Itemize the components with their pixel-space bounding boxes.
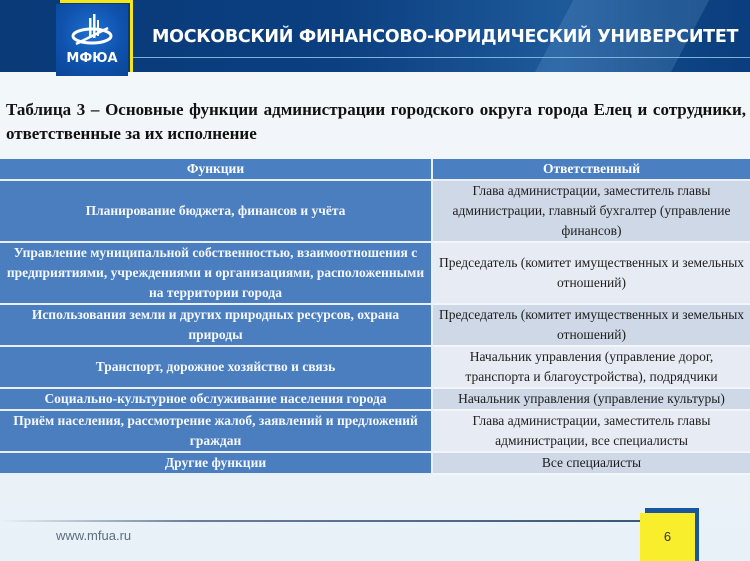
table-row — [0, 453, 750, 475]
page-number: 6 — [663, 529, 672, 544]
page-number-box — [640, 513, 695, 561]
responsible-cell: Глава администрации, заместитель главы администрации, все специалисты — [433, 411, 750, 453]
responsible-cell: Председатель (комитет имущественных и земельных отношений) — [433, 243, 750, 305]
function-cell: Транспорт, дорожное хозяйство и связь — [0, 347, 433, 389]
table-row — [0, 389, 750, 411]
function-cell: Приём населения, рассмотрение жалоб, заявлений и предложений граждан — [0, 411, 433, 453]
column-header-responsible: Ответственный — [433, 159, 750, 181]
footer-divider — [0, 520, 640, 522]
table-header-row — [0, 159, 750, 181]
function-cell: Другие функции — [0, 453, 433, 475]
function-cell: Управление муниципальной собственностью, взаимоотношения с предприятиями, учреждениями и организациями, расположенными на территории города — [0, 243, 433, 305]
footer-url[interactable]: www.mfua.ru — [56, 528, 132, 543]
header-divider — [133, 57, 750, 58]
logo-text: МФЮА — [66, 51, 118, 66]
responsible-cell: Глава администрации, заместитель главы администрации, главный бухгалтер (управление финансов) — [433, 181, 750, 243]
table-caption: Таблица 3 – Основные функции администрации городского округа города Елец и сотрудники, ответственные за их исполнение — [6, 100, 746, 143]
university-logo — [56, 4, 128, 76]
responsible-cell: Все специалисты — [433, 453, 750, 475]
responsible-cell: Начальник управления (управление дорог, транспорта и благоустройства), подрядчики — [433, 347, 750, 389]
logo-emblem-icon — [70, 14, 114, 50]
function-cell: Использования земли и других природных ресурсов, охрана природы — [0, 305, 433, 347]
responsible-cell: Председатель (комитет имущественных и земельных отношений) — [433, 305, 750, 347]
table-row — [0, 243, 750, 305]
column-header-functions: Функции — [0, 159, 433, 181]
responsible-cell: Начальник управления (управление культуры) — [433, 389, 750, 411]
university-name: МОСКОВСКИЙ ФИНАНСОВО-ЮРИДИЧЕСКИЙ УНИВЕРСИТЕТ — [152, 27, 739, 47]
functions-table — [0, 159, 750, 475]
table-row — [0, 411, 750, 453]
function-cell: Планирование бюджета, финансов и учёта — [0, 181, 433, 243]
function-cell: Социально-культурное обслуживание населения города — [0, 389, 433, 411]
table-row — [0, 305, 750, 347]
table-row — [0, 181, 750, 243]
table-row — [0, 347, 750, 389]
